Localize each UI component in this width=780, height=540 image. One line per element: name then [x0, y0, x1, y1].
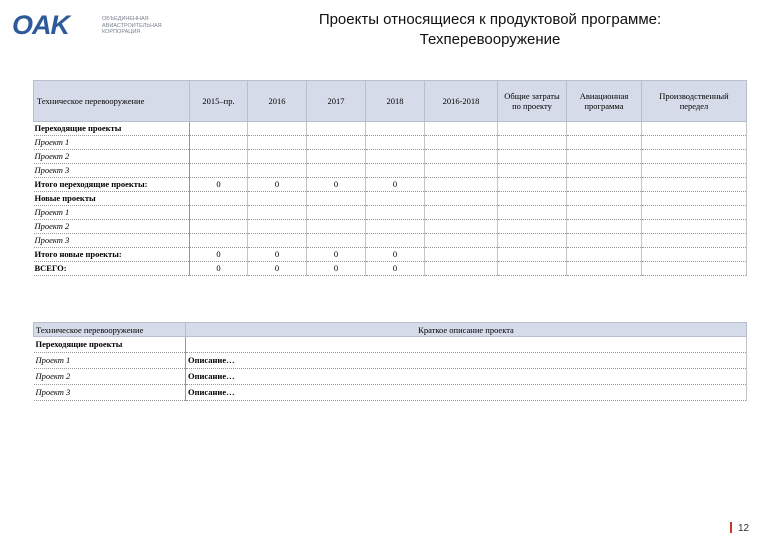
- table-cell: [498, 248, 567, 262]
- table-cell: [425, 192, 498, 206]
- row-label: Проект 3: [34, 234, 190, 248]
- table-cell: [366, 136, 425, 150]
- row-label: Проект 1: [34, 136, 190, 150]
- logo-mark: OAK: [12, 10, 69, 40]
- row-label: Проект 1: [34, 206, 190, 220]
- table-row: [34, 248, 747, 262]
- table-row: [34, 353, 747, 369]
- header-cell: Техническое перевооружение: [34, 81, 190, 122]
- table-cell: [366, 234, 425, 248]
- table-cell: [190, 234, 248, 248]
- header-cell: Авиационная программа: [567, 81, 642, 122]
- row-description: Описание…: [186, 385, 747, 401]
- table-cell: [307, 220, 366, 234]
- table-cell: [248, 150, 307, 164]
- table-cell: [567, 192, 642, 206]
- table-cell: [307, 122, 366, 136]
- table-cell: [366, 122, 425, 136]
- table-cell: [366, 220, 425, 234]
- table-cell: [425, 136, 498, 150]
- table-cell: [307, 206, 366, 220]
- budget-table-header: [34, 81, 747, 122]
- table-cell: [498, 206, 567, 220]
- table-cell: [498, 164, 567, 178]
- table-row: [34, 337, 747, 353]
- budget-table: [33, 80, 747, 276]
- table-cell: 0: [366, 178, 425, 192]
- table-cell: [567, 122, 642, 136]
- table-cell: [642, 136, 747, 150]
- table-cell: [190, 206, 248, 220]
- row-description: Описание…: [186, 353, 747, 369]
- header-cell: Производственный передел: [642, 81, 747, 122]
- table-cell: [642, 122, 747, 136]
- table-cell: [567, 234, 642, 248]
- row-label: Проект 2: [34, 150, 190, 164]
- table-cell: [567, 248, 642, 262]
- page-number: 12: [730, 522, 749, 534]
- row-label: Итого новые проекты:: [34, 248, 190, 262]
- table-cell: 0: [190, 178, 248, 192]
- table-cell: [567, 164, 642, 178]
- table-cell: [248, 122, 307, 136]
- table-row: [34, 192, 747, 206]
- table-cell: [190, 164, 248, 178]
- table-cell: [425, 234, 498, 248]
- description-table-header: [34, 323, 747, 337]
- header-cell: Техническое перевооружение: [34, 323, 186, 337]
- logo-subtitle: ОБЪЕДИНЕННАЯ АВИАСТРОИТЕЛЬНАЯ КОРПОРАЦИЯ: [102, 16, 162, 35]
- table-cell: [567, 150, 642, 164]
- table-cell: [642, 220, 747, 234]
- row-label: Итого переходящие проекты:: [34, 178, 190, 192]
- table-cell: [307, 192, 366, 206]
- table-cell: [366, 192, 425, 206]
- row-label: Проект 2: [34, 369, 186, 385]
- table-cell: 0: [190, 262, 248, 276]
- table-cell: [366, 164, 425, 178]
- table-cell: [190, 122, 248, 136]
- table-row: [34, 369, 747, 385]
- table-cell: [498, 234, 567, 248]
- table-cell: 0: [190, 248, 248, 262]
- header-cell: 2016: [248, 81, 307, 122]
- table-cell: [498, 122, 567, 136]
- table-cell: [642, 234, 747, 248]
- table-cell: [190, 220, 248, 234]
- table-row: [34, 262, 747, 276]
- page-title: [250, 10, 730, 50]
- table-cell: [642, 164, 747, 178]
- table-cell: [642, 178, 747, 192]
- header-cell: 2016-2018: [425, 81, 498, 122]
- table-cell: [425, 122, 498, 136]
- table-cell: [366, 206, 425, 220]
- table-cell: 0: [366, 262, 425, 276]
- row-description: [186, 337, 747, 353]
- company-logo: [12, 10, 162, 44]
- row-label: Переходящие проекты: [34, 337, 186, 353]
- table-cell: [307, 234, 366, 248]
- title-line-1: Проекты относящиеся к продуктовой программе:: [318, 11, 662, 28]
- description-table: [33, 322, 747, 401]
- table-cell: [498, 178, 567, 192]
- header-cell: 2015–пр.: [190, 81, 248, 122]
- table-cell: [642, 248, 747, 262]
- table-row: [34, 220, 747, 234]
- row-label: Проект 3: [34, 385, 186, 401]
- table-cell: [248, 136, 307, 150]
- table-cell: [248, 220, 307, 234]
- table-cell: 0: [248, 248, 307, 262]
- header-cell: Краткое описание проекта: [186, 323, 747, 337]
- table-cell: [642, 150, 747, 164]
- table-cell: [642, 262, 747, 276]
- header-cell: Общие затраты по проекту: [498, 81, 567, 122]
- row-label: Проект 1: [34, 353, 186, 369]
- table-cell: [248, 234, 307, 248]
- table-cell: [498, 220, 567, 234]
- table-cell: [190, 136, 248, 150]
- table-cell: 0: [248, 262, 307, 276]
- table-cell: [425, 262, 498, 276]
- table-cell: [567, 220, 642, 234]
- table-cell: [190, 150, 248, 164]
- table-cell: 0: [307, 248, 366, 262]
- table-cell: [190, 192, 248, 206]
- table-cell: [498, 192, 567, 206]
- row-label: Проект 2: [34, 220, 190, 234]
- table-cell: [425, 164, 498, 178]
- table-cell: [307, 164, 366, 178]
- table-row: [34, 136, 747, 150]
- table-cell: [425, 178, 498, 192]
- row-label: ВСЕГО:: [34, 262, 190, 276]
- header-cell: 2017: [307, 81, 366, 122]
- table-cell: [425, 248, 498, 262]
- table-cell: [248, 206, 307, 220]
- table-cell: [307, 136, 366, 150]
- table-cell: [248, 164, 307, 178]
- table-cell: [642, 206, 747, 220]
- table-cell: [567, 178, 642, 192]
- table-row: [34, 150, 747, 164]
- table-cell: [498, 150, 567, 164]
- table-row: [34, 178, 747, 192]
- table-cell: [567, 262, 642, 276]
- table-cell: [642, 192, 747, 206]
- title-line-2: Техперевооружение: [419, 31, 561, 48]
- page-divider: [730, 522, 732, 533]
- row-label: Переходящие проекты: [34, 122, 190, 136]
- table-cell: [425, 220, 498, 234]
- table-row: [34, 234, 747, 248]
- table-row: [34, 385, 747, 401]
- table-cell: [498, 136, 567, 150]
- table-cell: [425, 206, 498, 220]
- row-label: Новые проекты: [34, 192, 190, 206]
- table-cell: 0: [248, 178, 307, 192]
- table-cell: [425, 150, 498, 164]
- table-cell: [567, 136, 642, 150]
- row-description: Описание…: [186, 369, 747, 385]
- table-cell: 0: [366, 248, 425, 262]
- table-cell: [366, 150, 425, 164]
- table-row: [34, 122, 747, 136]
- table-row: [34, 164, 747, 178]
- table-cell: [248, 192, 307, 206]
- table-cell: [498, 262, 567, 276]
- header-cell: 2018: [366, 81, 425, 122]
- table-cell: [567, 206, 642, 220]
- table-cell: 0: [307, 262, 366, 276]
- row-label: Проект 3: [34, 164, 190, 178]
- table-cell: [307, 150, 366, 164]
- table-row: [34, 206, 747, 220]
- table-cell: 0: [307, 178, 366, 192]
